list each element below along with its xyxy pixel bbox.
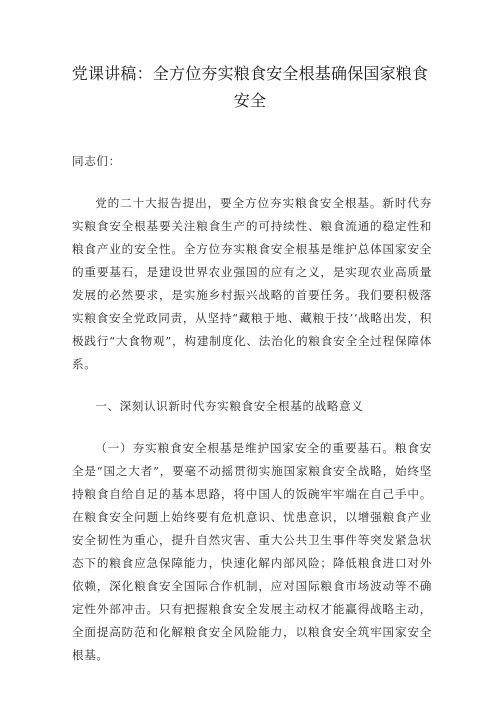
document-body bbox=[72, 150, 432, 686]
section-paragraph: （一）夯实粮食安全根基是维护国家安全的重要基石。粮食安全是“国之大者”，要毫不动摇贯彻实施国家粮食安全战略，始终坚持粮食自给自足的基本思路，将中国人的饭碗牢牢端在自己手中。在粮食安全问题上始终要有危机意识、忧患意识，以增强粮食产业安全韧性为重心，提升自然灾害、重大公共卫生事件等突发紧急状态下的粮食应急保障能力，快速化解内部风险；降低粮食进口对外依赖，深化粮食安全国际合作机制，应对国际粮食市场波动等不确定性外部冲击。只有把握粮食安全发展主动权才能赢得战略主动，全面提高防范和化解粮食安全风险能力，以粮食安全筑牢国家安全根基。 bbox=[72, 441, 432, 662]
section-heading: 一、深刻认识新时代夯实粮食安全根基的战略意义 bbox=[95, 399, 364, 413]
salutation: 同志们： bbox=[72, 154, 121, 168]
document-title: 党课讲稿：全方位夯实粮食安全根基确保国家粮食安全 bbox=[71, 64, 429, 110]
intro-paragraph: 党的二十大报告提出，要全方位夯实粮食安全根基。新时代夯实粮食安全根基要关注粮食生产的可持续性、粮食流通的稳定性和粮食产业的安全性。全方位夯实粮食安全根基是维护总体国家安全的重要基石，是建设世界农业强国的应有之义，是实现农业高质量发展的必然要求，是实施乡村振兴战略的首要任务。我们要积极落实粮食安全党政同责，从坚持“藏粮于地、藏粮于技’’战略出发，积极践行“大食物观”，构建制度化、法治化的粮食安全全过程保障体系。 bbox=[72, 196, 432, 371]
